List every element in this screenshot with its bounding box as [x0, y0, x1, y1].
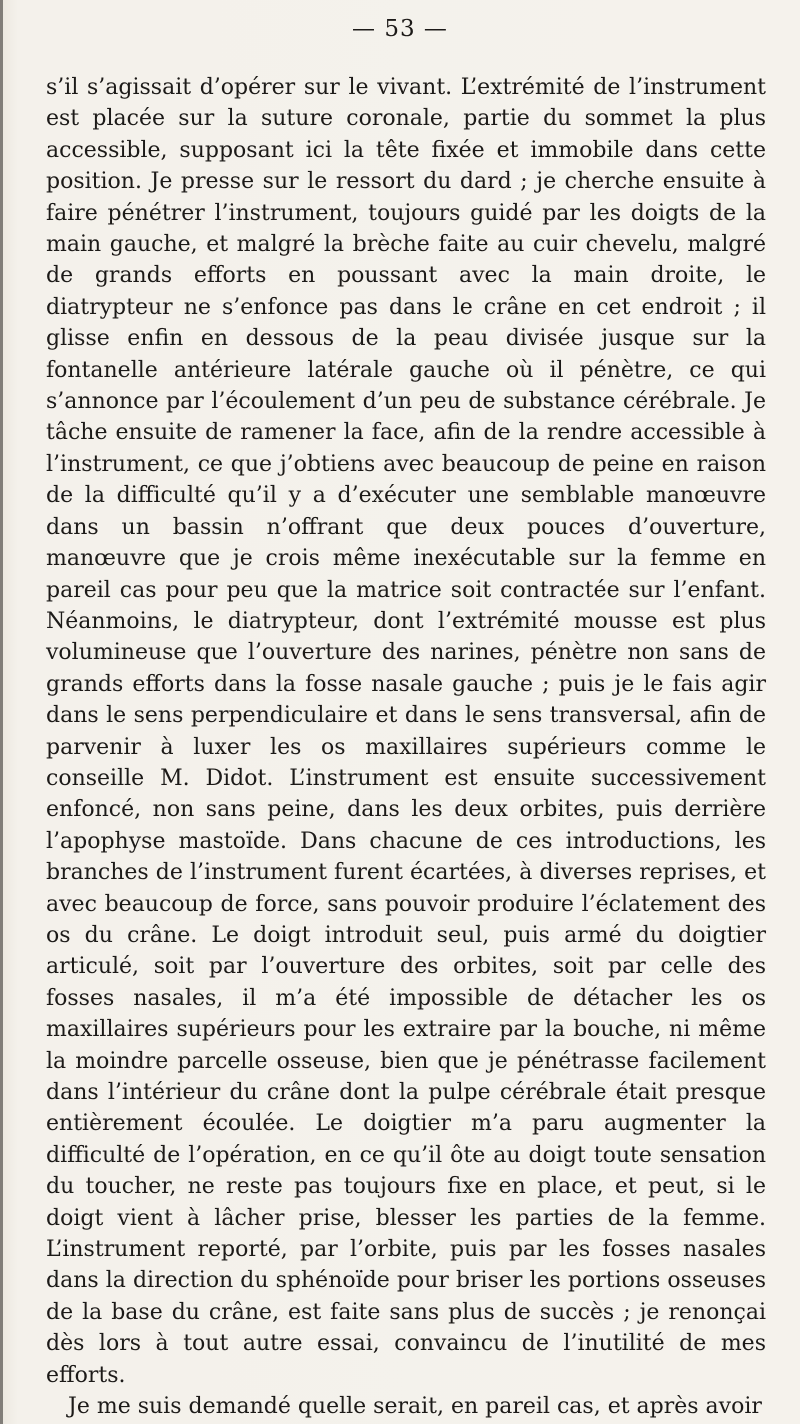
paragraph-2: Je me suis demandé quelle serait, en pareil cas, et après avoir [68, 1394, 762, 1420]
body-text [46, 72, 766, 1422]
page-number: — 53 — [352, 16, 448, 42]
paragraph-1: s’il s’agissait d’opérer sur le vivant. L’extrémité de l’instrument est placée sur la suture coronale, partie du sommet la plus accessible, supposant ici la tête fixée et immobile dans cette position. Je presse sur le ressort du dard ; je cherche ensuite à faire pénétrer l’instrument, toujours guidé par les doigts de la main gauche, et malgré la brèche faite au cuir chevelu, malgré de grands efforts en poussant avec la main droite, le diatrypteur ne s’enfonce pas dans le crâne en cet endroit ; il glisse enfin en dessous de la peau divisée jusque sur la fontanelle antérieure latérale gauche où il pénètre, ce qui s’annonce par l’écoulement d’un peu de substance cérébrale. Je tâche ensuite de ramener la face, afin de la rendre accessible à l’instrument, ce que j’obtiens avec beaucoup de peine en raison de la difficulté qu’il y a d’exécuter une semblable manœuvre dans un bassin n’offrant que deux pouces d’ouverture, manœuvre que je crois même inexécutable sur la femme en pareil cas pour peu que la matrice soit contractée sur l’enfant. Néanmoins, le diatrypteur, dont l’extrémité mousse est plus volumineuse que l’ouverture des narines, pénètre non sans de grands efforts dans la fosse nasale gauche ; puis je le fais agir dans le sens perpendiculaire et dans le sens transversal, afin de parvenir à luxer les os maxillaires supérieurs comme le conseille M. Didot. L’instrument est ensuite successivement enfoncé, non sans peine, dans les deux orbites, puis derrière l’apophyse mastoïde. Dans chacune de ces introductions, les branches de l’instrument furent écartées, à diverses reprises, et avec beaucoup de force, sans pouvoir produire l’éclatement des os du crâne. Le doigt introduit seul, puis armé du doigtier articulé, soit par l’ouverture des orbites, soit par celle des fosses nasales, il m’a été impossible de détacher les os maxillaires supérieurs pour les extraire par la bouche, ni même la moindre parcelle osseuse, bien que je pénétrasse facilement dans l’intérieur du crâne dont la pulpe cérébrale était presque entièrement écoulée. Le doigtier m’a paru augmenter la difficulté de l’opération, en ce qu’il ôte au doigt toute sensation du toucher, ne reste pas toujours fixe en place, et peut, si le doigt vient à lâcher prise, blesser les parties de la femme. L’instrument reporté, par l’orbite, puis par les fosses nasales dans la direction du sphénoïde pour briser les portions osseuses de la base du crâne, est faite sans plus de succès ; je renonçai dès lors à tout autre essai, convaincu de l’inutilité de mes efforts. [46, 75, 766, 1388]
page-binding-edge [0, 0, 3, 1424]
